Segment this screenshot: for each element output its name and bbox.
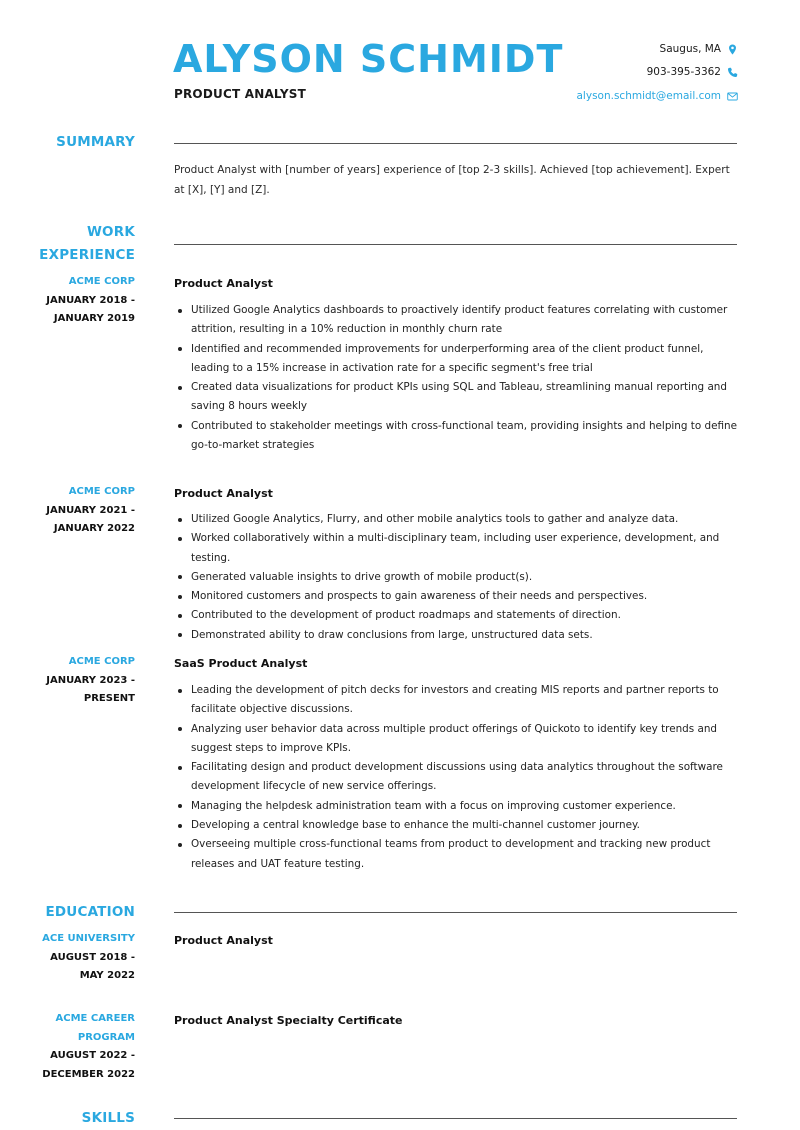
- list-item: Created data visualizations for product KPIs using SQL and Tableau, streamlining manual reporting and saving 8 hours weekly: [174, 378, 744, 417]
- job-date-start: JANUARY 2023 -: [46, 674, 135, 686]
- experience-heading-line2: EXPERIENCE: [39, 247, 135, 263]
- contact-location: [660, 43, 738, 55]
- job-meta: [15, 483, 135, 539]
- envelope-icon: [727, 91, 738, 102]
- job-meta: [15, 653, 135, 709]
- list-item: Facilitating design and product development discussions using data analytics throughout the software development lifecycle of new service offerings.: [174, 758, 744, 797]
- job-date-start: JANUARY 2018 -: [46, 294, 135, 306]
- edu-date-start: AUGUST 2018 -: [50, 951, 135, 963]
- contact-email[interactable]: [577, 90, 739, 102]
- company-name: ACME CORP: [68, 656, 135, 667]
- list-item: Monitored customers and prospects to gain awareness of their needs and perspectives.: [174, 587, 744, 606]
- list-item: Identified and recommended improvements for underperforming area of the client product funnel, leading to a 15% increase in activation rate for a specific segment's free trial: [174, 340, 744, 379]
- education-divider: [174, 912, 737, 913]
- school-name: ACE UNIVERSITY: [42, 933, 135, 944]
- experience-heading: [39, 221, 135, 267]
- email-link[interactable]: alyson.schmidt@email.com: [576, 90, 721, 102]
- phone-icon: [727, 67, 738, 78]
- summary-divider: [174, 143, 737, 144]
- job-bullets: [174, 510, 744, 645]
- list-item: Managing the helpdesk administration team with a focus on improving customer experience.: [174, 797, 744, 816]
- list-item: Utilized Google Analytics dashboards to proactively identify product features correlating with customer attrition, resulting in a 10% reduction in monthly churn rate: [174, 301, 744, 340]
- job-date-end: JANUARY 2019: [53, 313, 135, 324]
- degree-title: Product Analyst: [174, 934, 273, 947]
- education-meta: [15, 930, 135, 986]
- list-item: Contributed to the development of product roadmaps and statements of direction.: [174, 606, 744, 625]
- phone-text: 903-395-3362: [646, 66, 721, 78]
- education-meta: [15, 1010, 135, 1084]
- edu-date-end: MAY 2022: [79, 970, 135, 981]
- map-pin-icon: [727, 44, 738, 55]
- candidate-role: PRODUCT ANALYST: [174, 87, 307, 101]
- summary-heading: SUMMARY: [56, 134, 135, 150]
- degree-title: Product Analyst Specialty Certificate: [174, 1014, 403, 1027]
- skills-heading: SKILLS: [81, 1110, 135, 1126]
- school-name-line2: PROGRAM: [77, 1031, 135, 1043]
- education-heading: EDUCATION: [45, 904, 135, 920]
- list-item: Developing a central knowledge base to enhance the multi-channel customer journey.: [174, 816, 744, 835]
- candidate-name: ALYSON SCHMIDT: [173, 37, 564, 81]
- job-bullets: [174, 681, 744, 874]
- list-item: Demonstrated ability to draw conclusions from large, unstructured data sets.: [174, 626, 744, 645]
- job-date-start: JANUARY 2021 -: [46, 504, 135, 516]
- job-bullets: [174, 301, 744, 455]
- job-title: SaaS Product Analyst: [174, 657, 308, 670]
- job-title: Product Analyst: [174, 487, 273, 500]
- job-title: Product Analyst: [174, 277, 273, 290]
- company-name: ACME CORP: [68, 276, 135, 287]
- company-name: ACME CORP: [68, 486, 135, 497]
- edu-date-start: AUGUST 2022 -: [50, 1050, 135, 1061]
- contact-phone: [647, 66, 738, 78]
- edu-date-end: DECEMBER 2022: [42, 1068, 135, 1080]
- job-date-end: PRESENT: [83, 693, 135, 704]
- list-item: Worked collaboratively within a multi-disciplinary team, including user experience, development, and testing.: [174, 529, 744, 568]
- summary-text: Product Analyst with [number of years] experience of [top 2-3 skills]. Achieved [top achievement]. Expert at [X], [Y] and [Z].: [174, 164, 730, 196]
- job-date-end: JANUARY 2022: [53, 523, 135, 534]
- skills-divider: [174, 1118, 737, 1119]
- school-name-line1: ACME CAREER: [55, 1013, 135, 1024]
- list-item: Analyzing user behavior data across multiple product offerings of Quickoto to identify key trends and suggest steps to improve KPIs.: [174, 720, 744, 759]
- job-meta: [15, 273, 135, 329]
- list-item: Leading the development of pitch decks for investors and creating MIS reports and partner reports to facilitate objective discussions.: [174, 681, 744, 720]
- location-text: Saugus, MA: [659, 43, 721, 55]
- list-item: Overseeing multiple cross-functional teams from product to development and tracking new product releases and UAT feature testing.: [174, 835, 744, 874]
- experience-divider: [174, 244, 737, 245]
- list-item: Utilized Google Analytics, Flurry, and other mobile analytics tools to gather and analyze data.: [174, 510, 744, 529]
- experience-heading-line1: WORK: [86, 224, 135, 240]
- list-item: Generated valuable insights to drive growth of mobile product(s).: [174, 568, 744, 587]
- list-item: Contributed to stakeholder meetings with cross-functional team, providing insights and helping to define go-to-market strategies: [174, 417, 744, 456]
